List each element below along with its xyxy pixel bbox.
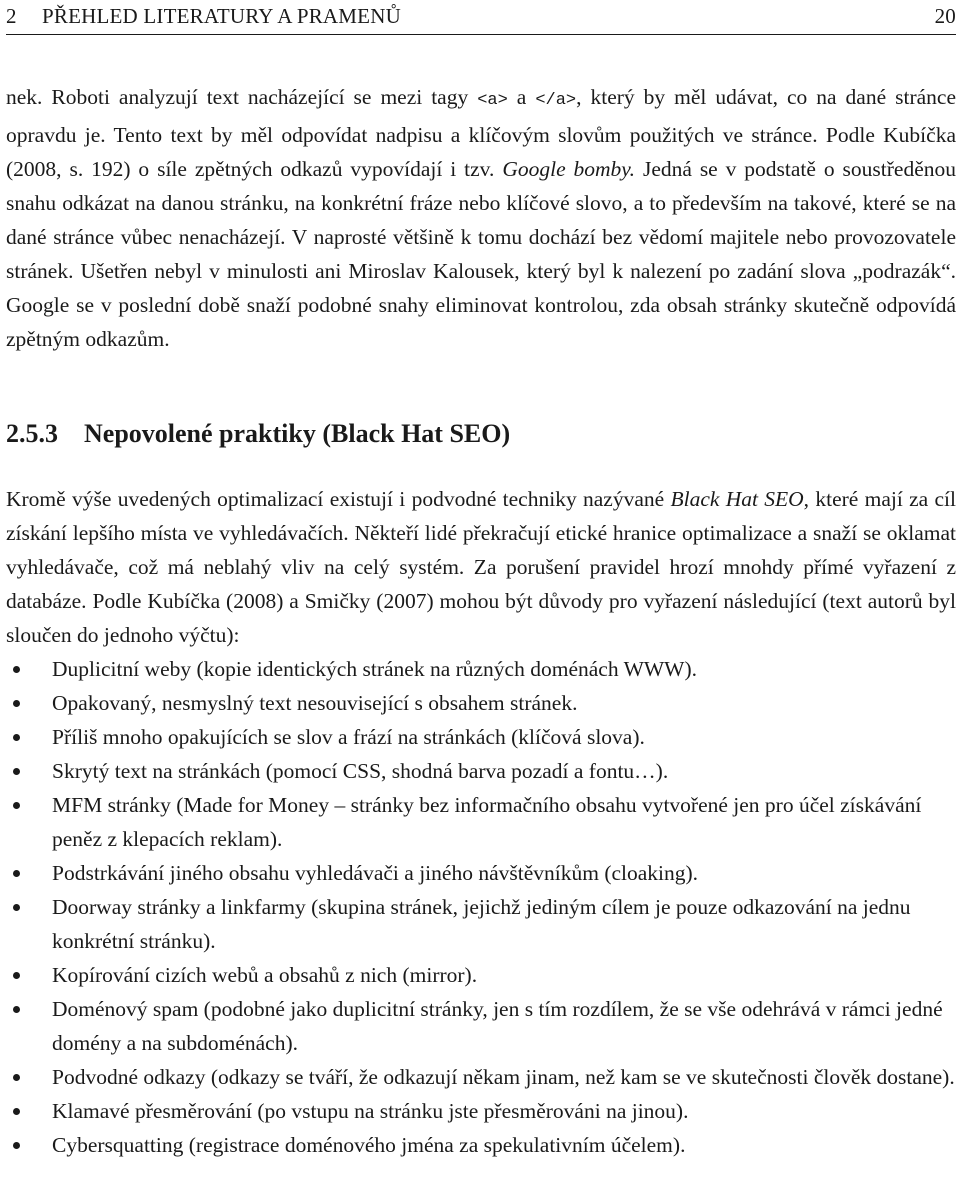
- list-item: [6, 754, 956, 788]
- page-number: 20: [934, 4, 956, 28]
- text-run: a: [507, 85, 536, 109]
- paragraph-black-hat-intro: [6, 482, 956, 652]
- list-item-text: Podstrkávání jiného obsahu vyhledávači a jiného návštěvníkům (cloaking).: [52, 861, 699, 885]
- chapter-number: 2: [6, 4, 17, 28]
- text-run: , které mají za cíl získání lepšího místa ve vyhledávačích. Někteří lidé překračují etické hranice optimalizace a snaží se oklamat vyhledávače, což má neblahý vliv na celý systém. Za porušení pravidel hrozí mnohdy přímé vyřazení z databáze. Podle Kubíčka (2008) a Smičky (2007) mohou být důvody pro vyřazení následující (text autorů byl sloučen do jednoho výčtu):: [6, 487, 956, 647]
- list-item-text: Klamavé přesměrování (po vstupu na stránku jste přesměrováni na jinou).: [52, 1099, 689, 1123]
- bullet-icon: [13, 1142, 20, 1149]
- list-item-text: Cybersquatting (registrace doménového jména za spekulativním účelem).: [52, 1133, 686, 1157]
- bullet-icon: [13, 870, 20, 877]
- list-item: [6, 1060, 956, 1094]
- bullet-icon: [13, 768, 20, 775]
- list-item: [6, 1094, 956, 1128]
- code-tag-close: </a>: [535, 91, 577, 110]
- list-item-text: Skrytý text na stránkách (pomocí CSS, shodná barva pozadí a fontu…).: [52, 759, 669, 783]
- chapter-title: PŘEHLED LITERATURY A PRAMENŮ: [42, 4, 401, 28]
- list-item-text: Podvodné odkazy (odkazy se tváří, že odkazují někam jinam, než kam se ve skutečnosti člověk dostane).: [52, 1065, 955, 1089]
- black-hat-practices-list: [6, 652, 956, 1162]
- list-item: [6, 686, 956, 720]
- bullet-icon: [13, 1006, 20, 1013]
- bullet-icon: [13, 666, 20, 673]
- bullet-icon: [13, 1108, 20, 1115]
- list-item-text: Kopírování cizích webů a obsahů z nich (mirror).: [52, 963, 478, 987]
- list-item: [6, 720, 956, 754]
- section-number: 2.5.3: [6, 419, 58, 448]
- bullet-icon: [13, 904, 20, 911]
- running-head: [6, 0, 956, 35]
- list-item-text: Doménový spam (podobné jako duplicitní stránky, jen s tím rozdílem, že se vše odehrává v rámci jedné domény a na subdoménách).: [52, 997, 943, 1055]
- list-item: [6, 958, 956, 992]
- section-heading: [6, 417, 510, 451]
- list-item-text: Doorway stránky a linkfarmy (skupina stránek, jejichž jediným cílem je pouze odkazování na jednu konkrétní stránku).: [52, 895, 911, 953]
- list-item-text: Opakovaný, nesmyslný text nesouvisející s obsahem stránek.: [52, 691, 578, 715]
- list-item-text: Duplicitní weby (kopie identických stránek na různých doménách WWW).: [52, 657, 697, 681]
- bullet-icon: [13, 734, 20, 741]
- emphasis-google-bombs: Google bomby.: [502, 157, 636, 181]
- list-item: [6, 788, 956, 856]
- bullet-icon: [13, 802, 20, 809]
- bullet-icon: [13, 972, 20, 979]
- list-item: [6, 1128, 956, 1162]
- bullet-icon: [13, 1074, 20, 1081]
- text-run: Kromě výše uvedených optimalizací existují i podvodné techniky nazývané: [6, 487, 671, 511]
- list-item: [6, 856, 956, 890]
- text-run: , který by měl udávat, co na dané stránce opravdu je. Tento text by měl odpovídat nadpisu a klíčovým slovům použitých ve stránce. Podle Kubíčka (2008, s. 192) o síle zpětných odkazů vypovídají i tzv.: [6, 85, 956, 181]
- list-item: [6, 992, 956, 1060]
- list-item-text: MFM stránky (Made for Money – stránky bez informačního obsahu vytvořené jen pro účel získávání peněz z klepacích reklam).: [52, 793, 922, 851]
- list-item-text: Příliš mnoho opakujících se slov a frází na stránkách (klíčová slova).: [52, 725, 645, 749]
- list-item: [6, 890, 956, 958]
- text-run: nek. Roboti analyzují text nacházející se mezi tagy: [6, 85, 478, 109]
- code-tag-open: <a>: [477, 91, 508, 110]
- text-run: Jedná se v podstatě o soustředěnou snahu odkázat na danou stránku, na konkrétní fráze nebo klíčové slovo, a to především na takové, které se na dané stránce vůbec nenacházejí. V naprosté většině k tomu dochází bez vědomí majitele nebo provozovatele stránek. Ušetřen nebyl v minulosti ani Miroslav Kalousek, který byl k nalezení po zadání slova „podrazák“. Google se v poslední době snaží podobné snahy eliminovat kontrolou, zda obsah stránky skutečně odpovídá zpětným odkazům.: [6, 157, 956, 351]
- emphasis-black-hat-seo: Black Hat SEO: [670, 487, 804, 511]
- list-item: [6, 652, 956, 686]
- bullet-icon: [13, 700, 20, 707]
- paragraph-google-bombs: [6, 80, 956, 356]
- section-title: Nepovolené praktiky (Black Hat SEO): [84, 419, 511, 448]
